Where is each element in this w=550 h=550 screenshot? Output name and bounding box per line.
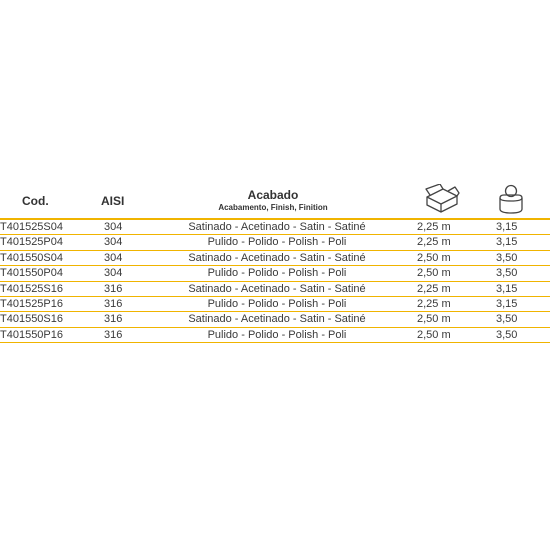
cell-code: T401525S16 [0,282,63,295]
header-code: Cod. [22,194,49,208]
table-row [0,297,550,312]
cell-aisi: 316 [104,328,123,341]
cell-aisi: 316 [104,297,123,310]
cell-weight: 3,50 [496,313,518,326]
cell-weight: 3,15 [496,221,518,233]
table-header [0,184,550,220]
table-row [0,251,550,266]
cell-length: 2,25 m [417,282,451,295]
cell-weight: 3,15 [496,282,518,295]
weight-icon [497,184,525,219]
cell-length: 2,25 m [417,297,451,310]
cell-weight: 3,15 [496,297,518,310]
cell-acabado: Pulido - Polido - Polish - Poli [207,236,347,249]
table-row [0,282,550,297]
cell-length: 2,25 m [417,236,451,249]
cell-aisi: 316 [104,313,123,326]
table-row [0,235,550,250]
cell-acabado: Satinado - Acetinado - Satin - Satiné [188,221,366,233]
cell-length: 2,50 m [417,267,451,280]
box-length-icon [424,184,460,219]
cell-length: 2,50 m [417,251,451,264]
cell-acabado: Pulido - Polido - Polish - Poli [207,328,347,341]
table-row [0,266,550,281]
cell-aisi: 316 [104,282,123,295]
cell-acabado: Satinado - Acetinado - Satin - Satiné [188,251,366,264]
header-acabado-subtitle: Acabamento, Finish, Finition [218,203,328,212]
cell-code: T401550P04 [0,267,63,280]
header-acabado-title: Acabado [247,188,299,202]
table-row [0,312,550,327]
cell-code: T401550S16 [0,313,63,326]
cell-weight: 3,50 [496,328,518,341]
cell-length: 2,50 m [417,313,451,326]
table-row [0,328,550,343]
cell-aisi: 304 [104,251,123,264]
cell-acabado: Satinado - Acetinado - Satin - Satiné [188,282,366,295]
cell-code: T401525P04 [0,236,63,249]
product-table [0,184,550,343]
cell-length: 2,25 m [417,221,451,233]
cell-weight: 3,50 [496,267,518,280]
cell-code: T401525S04 [0,221,63,233]
cell-acabado: Satinado - Acetinado - Satin - Satiné [188,313,366,326]
header-acabado [168,188,378,212]
cell-weight: 3,15 [496,236,518,249]
cell-weight: 3,50 [496,251,518,264]
cell-code: T401550P16 [0,328,63,341]
cell-acabado: Pulido - Polido - Polish - Poli [207,297,347,310]
cell-code: T401550S04 [0,251,63,264]
header-aisi: AISI [101,194,125,208]
table-body [0,220,550,343]
table-row [0,220,550,235]
cell-length: 2,50 m [417,328,451,341]
cell-aisi: 304 [104,221,123,233]
cell-aisi: 304 [104,267,123,280]
cell-aisi: 304 [104,236,123,249]
cell-code: T401525P16 [0,297,63,310]
cell-acabado: Pulido - Polido - Polish - Poli [207,267,347,280]
